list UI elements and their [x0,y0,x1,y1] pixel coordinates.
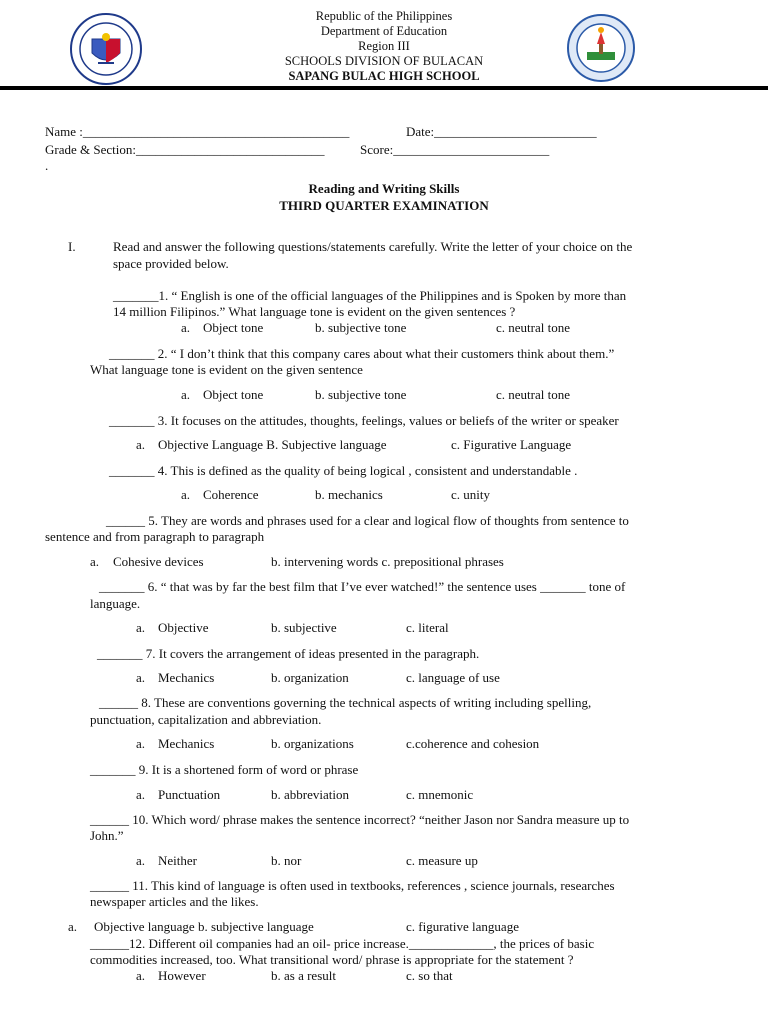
stray-dot: . [45,158,49,173]
option-b[interactable]: b. organizations [271,736,354,751]
grade-section-field[interactable]: Grade & Section:_____________________________ [45,142,325,157]
school-name: SAPANG BULAC HIGH SCHOOL [288,69,480,83]
option-c[interactable]: c. neutral tone [496,387,570,402]
option-letter: a. [181,387,191,402]
question-10-line-2: John.” [90,828,124,843]
option-a[interactable]: Mechanics [158,670,215,685]
name-field[interactable]: Name :_________________________________________ [45,124,350,139]
question-9-line-1: _______ 9. It is a shortened form of word or phrase [90,762,359,777]
option-b[interactable]: b. subjective tone [315,320,407,335]
option-c[interactable]: c.coherence and cohesion [406,736,540,751]
header-line-2: Department of Education [320,24,448,38]
option-b[interactable]: b. as a result [271,968,336,983]
option-letter: a. [136,787,146,802]
option-letter: a. [136,670,146,685]
option-b[interactable]: b. organization [271,670,349,685]
option-letter: a. [181,320,191,335]
option-c[interactable]: c. figurative language [406,919,519,934]
option-b[interactable]: b. mechanics [315,487,383,502]
option-b[interactable]: b. subjective [271,620,337,635]
question-5-line-1: ______ 5. They are words and phrases used for a clear and logical flow of thoughts from sentence to [106,513,629,528]
option-a-b[interactable]: Objective Language B. Subjective language [158,437,387,452]
option-c[interactable]: c. literal [406,620,449,635]
option-b[interactable]: b. nor [271,853,302,868]
option-letter: a. [136,437,146,452]
option-letter: a. [136,853,146,868]
option-a[interactable]: Mechanics [158,736,215,751]
option-a[interactable]: However [158,968,206,983]
option-c[interactable]: c. neutral tone [496,320,570,335]
subject-title: Reading and Writing Skills [308,181,460,196]
option-c[interactable]: c. Figurative Language [451,437,572,452]
option-a[interactable]: Coherence [203,487,259,502]
option-a[interactable]: Objective [158,620,209,635]
option-letter: a. [90,554,100,569]
question-2-line-1: _______ 2. “ I don’t think that this company cares about what their customers think about them.” [109,346,615,361]
option-c[interactable]: c. measure up [406,853,478,868]
header-line-4: SCHOOLS DIVISION OF BULACAN [284,54,484,68]
question-8-line-1: ______ 8. These are conventions governing the technical aspects of writing including spelling, [99,695,592,710]
option-a[interactable]: Punctuation [158,787,221,802]
option-letter: a. [136,736,146,751]
question-6-line-2: language. [90,596,141,611]
option-b[interactable]: b. subjective tone [315,387,407,402]
option-a[interactable]: Object tone [203,387,264,402]
instructions-line-2: space provided below. [113,256,229,271]
question-10-line-1: ______ 10. Which word/ phrase makes the sentence incorrect? “neither Jason nor Sandra measure up to [90,812,630,827]
option-c[interactable]: c. mnemonic [406,787,474,802]
option-c[interactable]: c. unity [451,487,490,502]
instructions-line-1: Read and answer the following questions/statements carefully. Write the letter of your choice on the [113,239,633,254]
option-letter: a. [136,968,146,983]
exam-title: THIRD QUARTER EXAMINATION [279,198,489,213]
question-8-line-2: punctuation, capitalization and abbreviation. [90,712,322,727]
option-c[interactable]: c. so that [406,968,453,983]
option-a[interactable]: Neither [158,853,197,868]
section-numeral: I. [68,239,76,254]
question-6-line-1: _______ 6. “ that was by far the best film that I’ve ever watched!” the sentence uses _______ tone of [99,579,626,594]
question-1-line-2: 14 million Filipinos.” What language tone is evident on the given sentences ? [113,304,516,319]
option-letter: a. [68,919,78,934]
option-b-c[interactable]: b. intervening words c. prepositional phrases [271,554,504,569]
question-11-line-1: ______ 11. This kind of language is often used in textbooks, references , science journals, researches [90,878,615,893]
header-line-1: Republic of the Philippines [315,9,453,23]
header-line-3: Region III [358,39,410,53]
header-divider [0,86,768,90]
question-12-line-2: commodities increased, too. What transitional word/ phrase is appropriate for the statement ? [90,952,574,967]
question-2-line-2: What language tone is evident on the given sentence [90,362,363,377]
option-c[interactable]: c. language of use [406,670,500,685]
option-letter: a. [181,487,191,502]
question-12-line-1: ______12. Different oil companies had an oil- price increase._____________, the prices of basic [90,936,595,951]
option-a-b[interactable]: Objective language b. subjective language [94,919,314,934]
date-field[interactable]: Date:_________________________ [406,124,597,139]
option-a[interactable]: Cohesive devices [113,554,204,569]
question-4-line-1: _______ 4. This is defined as the quality of being logical , consistent and understandable . [109,463,578,478]
option-b[interactable]: b. abbreviation [271,787,349,802]
score-field[interactable]: Score:________________________ [360,142,550,157]
question-5-line-2: sentence and from paragraph to paragraph [45,529,265,544]
question-1-line-1: _______1. “ English is one of the official languages of the Philippines and is Spoken by more than [113,288,627,303]
question-3-line-1: _______ 3. It focuses on the attitudes, thoughts, feelings, values or beliefs of the writer or speaker [109,413,619,428]
question-11-line-2: newspaper articles and the likes. [90,894,259,909]
option-a[interactable]: Object tone [203,320,264,335]
question-7-line-1: _______ 7. It covers the arrangement of ideas presented in the paragraph. [97,646,480,661]
option-letter: a. [136,620,146,635]
